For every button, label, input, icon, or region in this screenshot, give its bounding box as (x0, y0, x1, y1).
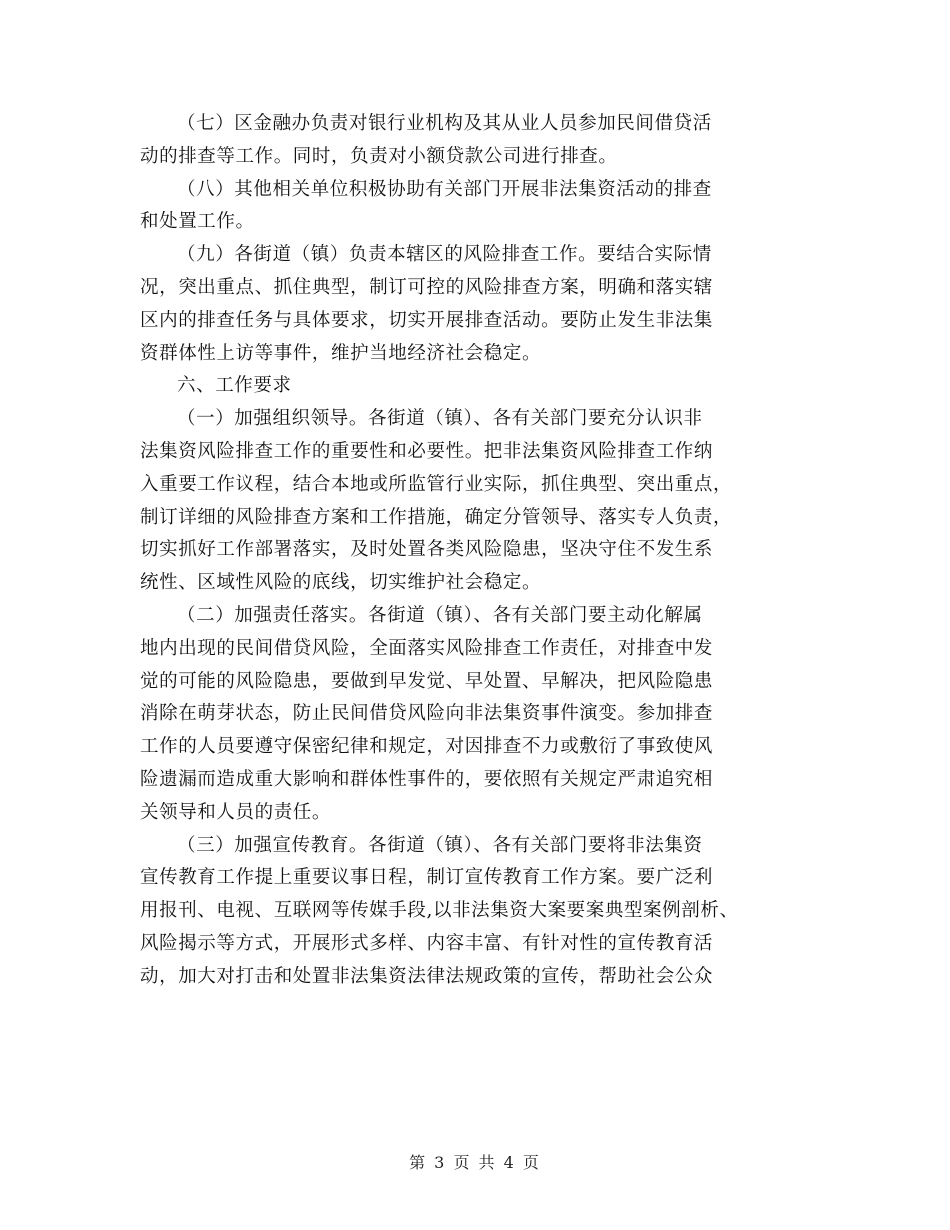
text-line: 法集资风险排查工作的重要性和必要性。把非法集资风险排查工作纳 (140, 440, 714, 462)
text-line: （二）加强责任落实。各街道（镇）、各有关部门要主动化解属 (177, 604, 703, 626)
section-heading: 六、工作要求 (177, 375, 292, 397)
text-line: 险遗漏而造成重大影响和群体性事件的，要依照有关规定严肃追究相 (140, 768, 714, 790)
text-line: 制订详细的风险排查方案和工作措施，确定分管领导、落实专人负责， (140, 506, 733, 528)
paragraph-8 (140, 174, 820, 240)
requirement-3 (140, 830, 820, 994)
text-line: 宣传教育工作提上重要议事日程，制订宣传教育工作方案。要广泛利 (140, 867, 714, 889)
page-number-footer: 第 3 页 共 4 页 (409, 1153, 541, 1172)
text-line: 地内出现的民间借贷风险，全面落实风险排查工作责任，对排查中发 (140, 637, 714, 659)
text-line: 动，加大对打击和处置非法集资法律法规政策的宣传，帮助社会公众 (140, 965, 714, 987)
text-line: 资群体性上访等事件，维护当地经济社会稳定。 (140, 342, 542, 364)
text-line: 用报刊、电视、互联网等传媒手段,以非法集资大案要案典型案例剖析、 (140, 900, 739, 922)
text-line: 风险揭示等方式，开展形式多样、内容丰富、有针对性的宣传教育活 (140, 932, 714, 954)
text-line: （九）各街道（镇）负责本辖区的风险排查工作。要结合实际情 (177, 244, 712, 266)
document-body (140, 108, 820, 994)
text-line: （八）其他相关单位积极协助有关部门开展非法集资活动的排查 (177, 178, 712, 200)
requirement-1 (140, 403, 820, 600)
text-line: 况，突出重点、抓住典型，制订可控的风险排查方案，明确和落实辖 (140, 276, 714, 298)
text-line: （一）加强组织领导。各街道（镇）、各有关部门要充分认识非 (177, 408, 703, 430)
text-line: 觉的可能的风险隐患，要做到早发觉、早处置、早解决，把风险隐患 (140, 670, 714, 692)
text-line: 切实抓好工作部署落实，及时处置各类风险隐患，坚决守住不发生系 (140, 539, 714, 561)
requirement-2 (140, 600, 820, 830)
text-line: 工作的人员要遵守保密纪律和规定，对因排查不力或敷衍了事致使风 (140, 736, 714, 758)
paragraph-9 (140, 239, 820, 370)
text-line: 和处置工作。 (140, 211, 255, 233)
text-line: 统性、区域性风险的底线，切实维护社会稳定。 (140, 572, 542, 594)
text-line: 入重要工作议程，结合本地或所监管行业实际，抓住典型、突出重点， (140, 473, 733, 495)
text-line: 动的排查等工作。同时，负责对小额贷款公司进行排查。 (140, 145, 618, 167)
text-line: （七）区金融办负责对银行业机构及其从业人员参加民间借贷活 (177, 113, 712, 134)
text-line: 区内的排查任务与具体要求，切实开展排查活动。要防止发生非法集 (140, 309, 714, 331)
text-line: （三）加强宣传教育。各街道（镇）、各有关部门要将非法集资 (177, 834, 703, 856)
text-line: 关领导和人员的责任。 (140, 801, 332, 823)
section-6-heading (140, 370, 820, 403)
text-line: 消除在萌芽状态，防止民间借贷风险向非法集资事件演变。参加排查 (140, 703, 714, 725)
paragraph-7 (140, 108, 820, 174)
